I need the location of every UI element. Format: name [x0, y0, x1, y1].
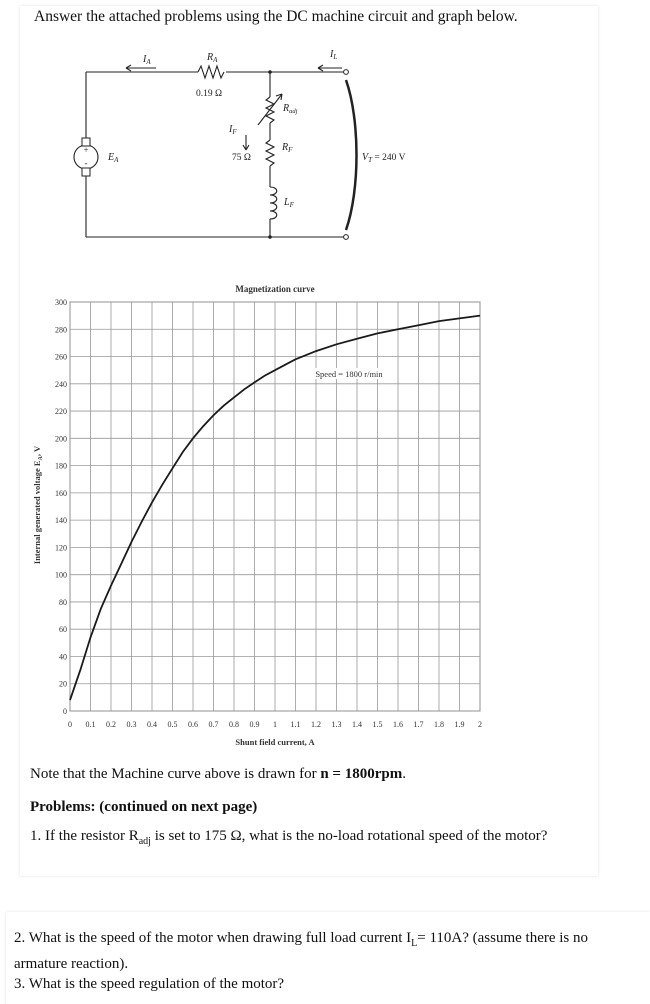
- label-if: $I_F$: [229, 124, 237, 136]
- y-tick-label: 100: [55, 570, 67, 580]
- y-tick-label: 60: [59, 625, 67, 635]
- y-tick-label: 300: [55, 298, 67, 307]
- inductor-lf: [270, 187, 277, 219]
- terminal-bottom: [344, 235, 349, 240]
- minus-sign: -: [84, 158, 88, 168]
- x-tick-label: 1.6: [393, 720, 403, 729]
- plus-sign: +: [83, 145, 89, 155]
- question-1: 1. If the resistor $R_{adj}$ is set to 175 Ω, what is the no-load rotational speed of the motor?: [30, 828, 548, 847]
- x-tick-label: 0.2: [106, 720, 116, 729]
- question-2: 2. What is the speed of the motor when drawing full load current $I_L= 110A$? (assume there is no armature reaction).: [14, 930, 589, 972]
- y-tick-label: 280: [55, 325, 67, 335]
- y-tick-label: 220: [55, 407, 67, 417]
- note-text: Note that the Machine curve above is drawn for n = 1800rpm.: [30, 766, 406, 782]
- x-tick-label: 0.6: [188, 720, 198, 729]
- terminal-top: [344, 70, 349, 75]
- y-tick-label: 180: [55, 461, 67, 471]
- arrow-if: [243, 135, 249, 150]
- label-ea: $E_A$: [108, 152, 119, 164]
- resistor-ra: [198, 66, 224, 78]
- y-tick-label: 260: [55, 352, 67, 362]
- y-tick-label: 120: [55, 543, 67, 553]
- junction-bottom: [268, 235, 272, 239]
- label-ra: $R_A$: [207, 52, 218, 64]
- x-tick-label: 0.7: [208, 720, 219, 729]
- x-tick-label: 0.9: [249, 720, 260, 729]
- x-tick-label: 0: [68, 720, 72, 729]
- y-tick-label: 160: [55, 488, 67, 498]
- y-tick-label: 20: [59, 679, 67, 689]
- x-axis-label: Shunt field current, A: [235, 737, 315, 747]
- label-vt: $V_T = 240$ V: [362, 152, 406, 164]
- junction-top: [268, 70, 272, 74]
- x-tick-label: 1.2: [311, 720, 321, 729]
- label-ia: $I_A$: [143, 54, 151, 66]
- x-tick-label: 1.4: [352, 720, 362, 729]
- x-tick-label: 1.7: [413, 720, 424, 729]
- arrow-ia: [126, 65, 156, 71]
- y-tick-label: 0: [63, 707, 67, 716]
- y-tick-label: 140: [55, 516, 67, 526]
- armature-symbol: [74, 138, 98, 176]
- x-tick-label: 1.5: [372, 720, 383, 729]
- label-rf: $R_F$: [282, 142, 293, 154]
- x-tick-label: 1.3: [331, 720, 342, 729]
- vt-bracket: [346, 80, 357, 230]
- y-tick-label: 40: [59, 652, 67, 662]
- arrow-il: [318, 65, 342, 71]
- x-tick-label: 1.1: [290, 720, 301, 729]
- y-tick-label: 240: [55, 379, 67, 389]
- y-tick-label: 80: [59, 597, 67, 607]
- chart-title: Magnetization curve: [235, 284, 315, 294]
- chart-grid: [70, 302, 480, 711]
- x-tick-label: 0.5: [167, 720, 178, 729]
- resistor-rf: [266, 140, 274, 166]
- magnetization-chart: [32, 284, 482, 747]
- question-3: 3. What is the speed regulation of the motor?: [14, 976, 285, 992]
- radj-arrow: [258, 94, 282, 125]
- x-tick-label: 1.8: [434, 720, 444, 729]
- y-tick-labels: [55, 298, 67, 716]
- x-tick-label: 0.1: [85, 720, 96, 729]
- label-lf: $L_F$: [284, 197, 294, 209]
- speed-annotation: Speed = 1800 r/min: [315, 369, 383, 379]
- x-tick-label: 1: [273, 720, 277, 729]
- x-tick-label: 2: [478, 720, 482, 729]
- x-tick-labels: [68, 720, 482, 729]
- label-il: $I_L$: [330, 49, 338, 61]
- y-axis-label: Internal generated voltage $E_A$, V: [32, 445, 44, 565]
- intro-text: Answer the attached problems using the DC machine circuit and graph below.: [34, 8, 518, 25]
- label-radj: $R_{adj}$: [283, 103, 298, 115]
- x-tick-label: 0.4: [147, 720, 157, 729]
- label-ra-value: 0.19 Ω: [196, 89, 223, 99]
- x-tick-label: 0.8: [229, 720, 239, 729]
- x-tick-label: 1.9: [454, 720, 465, 729]
- x-tick-label: 0.3: [126, 720, 137, 729]
- label-rf-value: 75 Ω: [232, 153, 251, 163]
- problems-heading: Problems: (continued on next page): [30, 799, 258, 815]
- y-tick-label: 200: [55, 434, 67, 444]
